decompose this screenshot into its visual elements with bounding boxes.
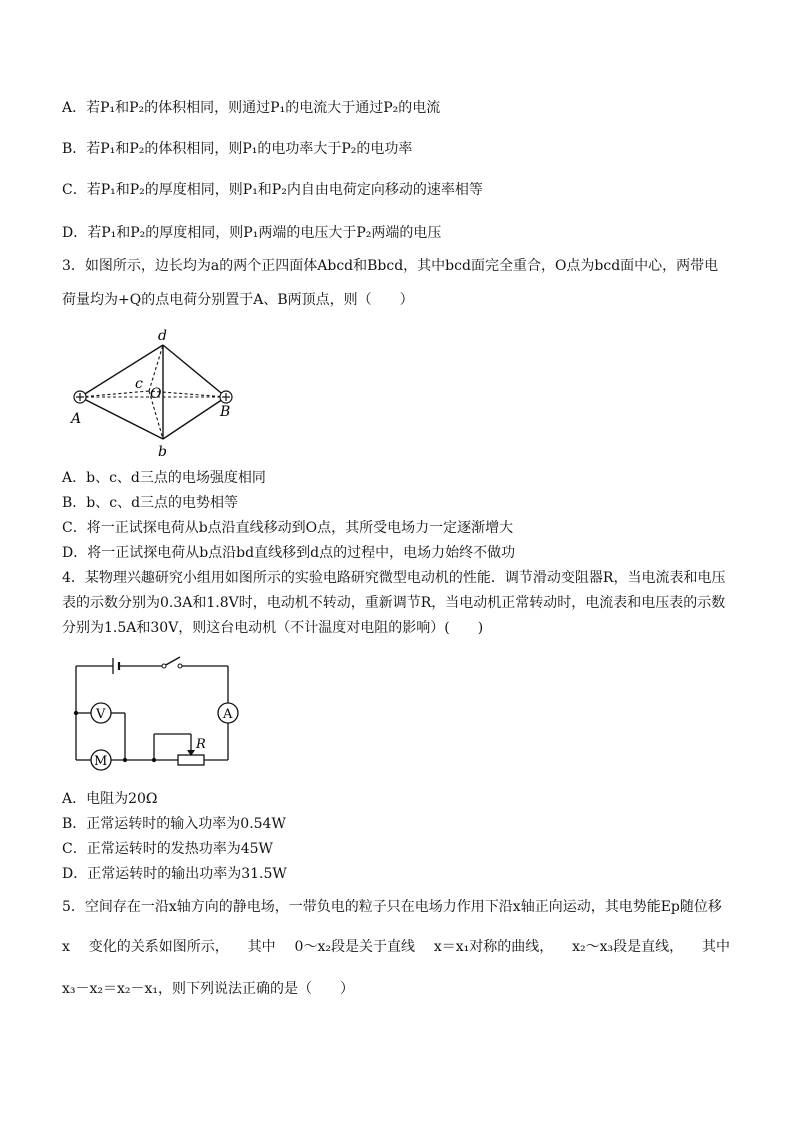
q3-stem-line1: 3．如图所示，边长均为a的两个正四面体Abcd和Bbcd，其中bcd面完全重合，O点为bcd面中心，两带电 bbox=[62, 258, 719, 274]
edge-B-b bbox=[163, 397, 226, 439]
q3-option-c: C．将一正试探电荷从b点沿直线移动到O点，其所受电场力一定逐渐增大 bbox=[62, 520, 514, 536]
q3-option-b: B．b、c、d三点的电势相等 bbox=[62, 495, 239, 511]
edge-A-b bbox=[80, 397, 163, 439]
q3-option-d: D．将一正试探电荷从b点沿bd直线移到d点的过程中，电场力始终不做功 bbox=[62, 545, 516, 561]
edge-B-d bbox=[163, 345, 226, 397]
q2-option-d: D．若P₁和P₂的厚度相同，则P₁两端的电压大于P₂两端的电压 bbox=[62, 225, 442, 241]
label-B: B bbox=[220, 404, 231, 420]
q5-stem-line2 bbox=[62, 937, 730, 957]
q2-option-c: C．若P₁和P₂的厚度相同，则P₁和P₂内自由电荷定向移动的速率相等 bbox=[62, 182, 483, 198]
circuit-figure bbox=[62, 652, 252, 777]
label-M: M bbox=[94, 754, 108, 769]
q3-stem-line2: 荷量均为+Q的点电荷分别置于A、B两顶点，则（ ） bbox=[62, 292, 414, 308]
q4-stem-line1: 4．某物理兴趣研究小组用如图所示的实验电路研究微型电动机的性能．调节滑动变阻器R，当电流表和电压 bbox=[62, 570, 726, 586]
label-c: c bbox=[135, 376, 143, 392]
q2-option-a: A．若P₁和P₂的体积相同，则通过P₁的电流大于通过P₂的电流 bbox=[62, 100, 441, 116]
q3-option-a: A．b、c、d三点的电场强度相同 bbox=[62, 470, 266, 486]
q4-stem-line2: 表的示数分别为0.3A和1.8V时，电动机不转动，重新调节R，当电动机正常转动时，电流表和电压表的示数 bbox=[62, 595, 726, 611]
q5-stem-line1: 5．空间存在一沿x轴方向的静电场，一带负电的粒子只在电场力作用下沿x轴正向运动，其电势能Ep随位移 bbox=[62, 899, 722, 915]
q2-option-b: B．若P₁和P₂的体积相同，则P₁的电功率大于P₂的电功率 bbox=[62, 141, 413, 157]
q4-option-c: C．正常运转时的发热功率为45W bbox=[62, 841, 273, 857]
switch-blade bbox=[164, 657, 180, 666]
q5-stem-part: x＝x₁对称的曲线， bbox=[433, 939, 554, 955]
q5-stem-part: x bbox=[62, 939, 70, 955]
q5-stem-part: x₂～x₃段是直线， bbox=[572, 939, 684, 955]
q5-stem-line3: x₃－x₂＝x₂－x₁，则下列说法正确的是（ ） bbox=[62, 981, 355, 997]
q5-stem-part: 其中 bbox=[702, 939, 730, 955]
q4-option-a: A．电阻为20Ω bbox=[62, 791, 158, 807]
q5-stem-part: 0～x₂段是关于直线 bbox=[294, 939, 415, 955]
rheostat-body bbox=[178, 755, 204, 765]
q4-stem-line3: 分别为1.5A和30V，则这台电动机（不计温度对电阻的影响）( ) bbox=[62, 620, 484, 636]
label-R: R bbox=[196, 737, 206, 752]
q4-option-b: B．正常运转时的输入功率为0.54W bbox=[62, 816, 286, 832]
q4-option-d: D．正常运转时的输出功率为31.5W bbox=[62, 866, 287, 882]
label-V: V bbox=[96, 707, 106, 722]
label-b: b bbox=[158, 444, 167, 460]
label-d: d bbox=[158, 328, 167, 344]
label-A: A bbox=[71, 411, 82, 427]
q5-stem-part: 其中 bbox=[247, 939, 276, 955]
q5-stem-part: 变化的关系如图所示， bbox=[88, 939, 229, 955]
label-ammeter: A bbox=[223, 707, 233, 722]
label-O: O bbox=[150, 386, 162, 402]
tetrahedron-figure bbox=[62, 325, 252, 460]
